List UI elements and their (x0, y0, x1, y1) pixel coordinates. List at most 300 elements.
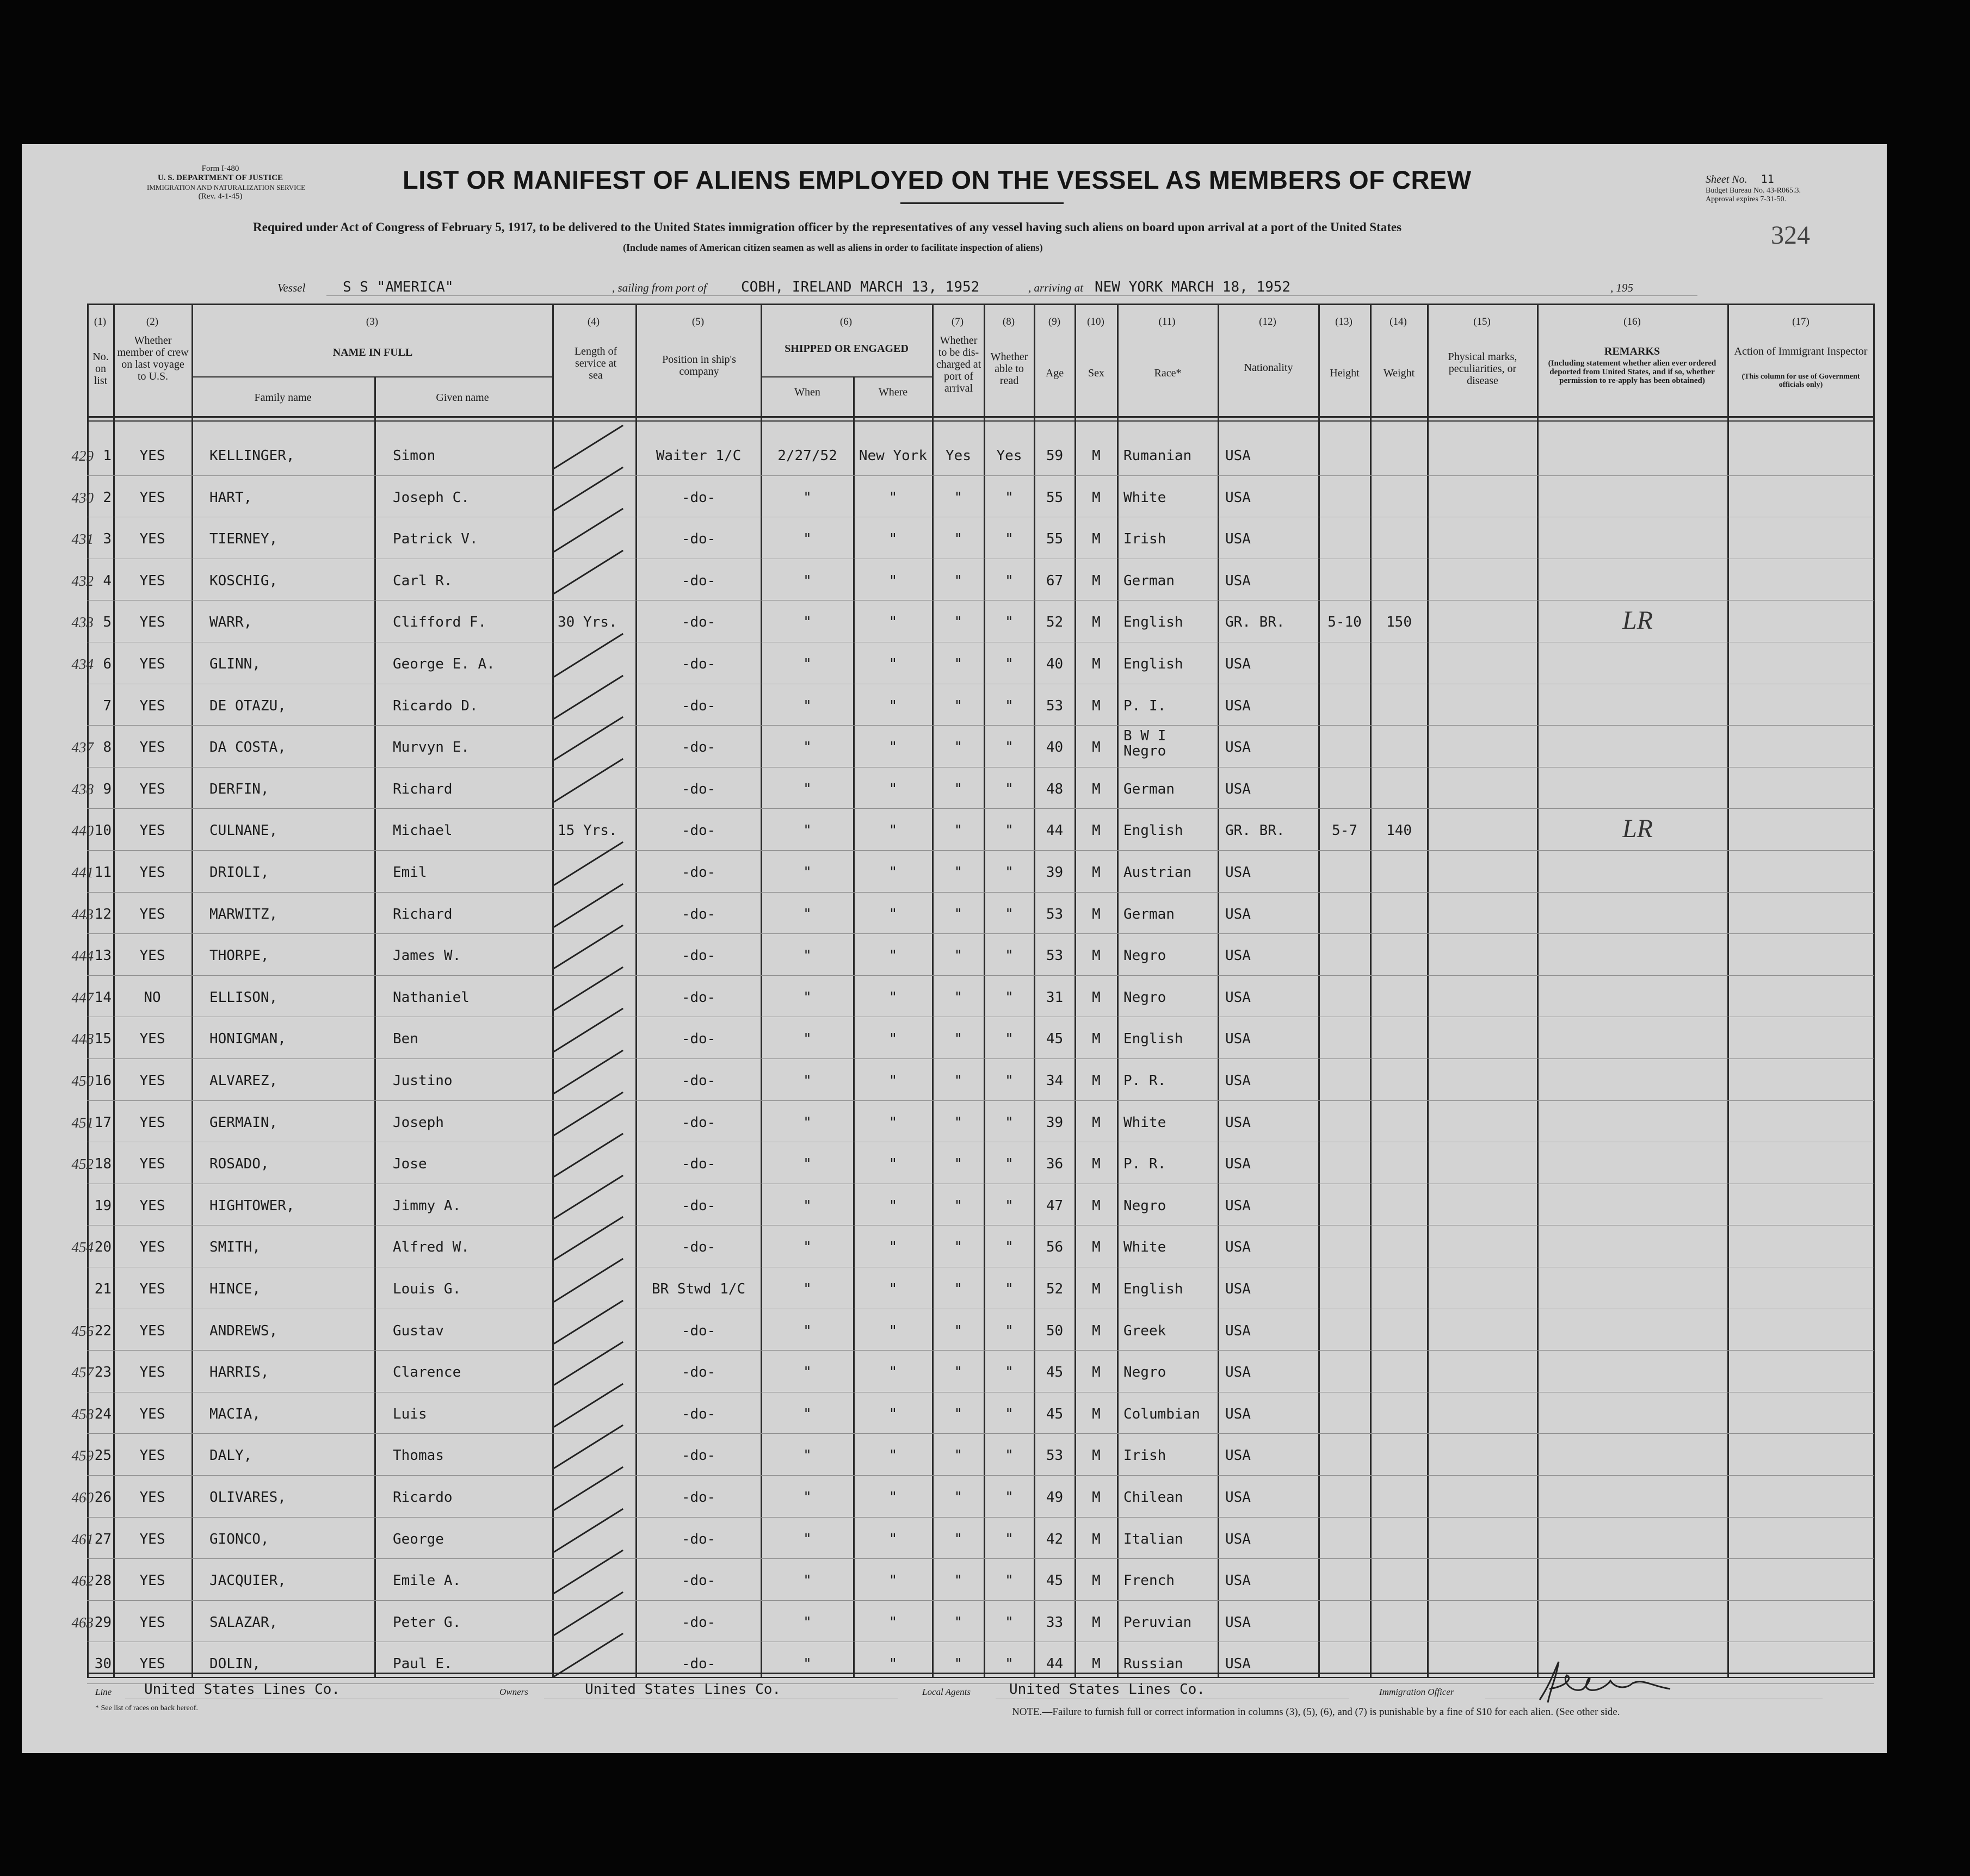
check-mark (553, 1258, 623, 1303)
header-given-name: Given name (436, 392, 489, 404)
crew-last-voyage: YES (139, 1447, 165, 1464)
shipped-when: " (803, 864, 812, 881)
family-name: ELLISON, (209, 989, 278, 1006)
to-be-discharged: " (954, 531, 963, 548)
header-name-in-full: NAME IN FULL (332, 346, 413, 358)
length-of-service: 30 Yrs. (558, 614, 617, 631)
given-name: Joseph C. (393, 489, 470, 506)
title-underline (900, 202, 1064, 204)
crew-last-voyage: YES (139, 739, 165, 756)
nationality: GR. BR. (1225, 614, 1285, 631)
row-number: 30 (94, 1656, 112, 1673)
ship-position: -do- (681, 1489, 716, 1506)
row-rule (87, 1600, 1874, 1601)
budget-bureau: Budget Bureau No. 43-R065.3. (1706, 187, 1801, 195)
col-num-1: (1) (94, 316, 107, 327)
crew-ref-number: 434 (71, 656, 94, 672)
given-name: Joseph (393, 1114, 444, 1131)
row-number: 27 (94, 1531, 112, 1547)
nationality: USA (1225, 1531, 1251, 1547)
check-mark (553, 1383, 623, 1428)
shipped-where: " (888, 656, 898, 672)
given-name: Gustav (393, 1322, 444, 1339)
crew-last-voyage: YES (139, 1364, 165, 1381)
given-name: Justino (393, 1073, 453, 1089)
to-be-discharged: " (954, 1239, 963, 1256)
shipped-when: " (803, 739, 812, 756)
race: White (1123, 1114, 1166, 1131)
able-to-read: " (1005, 1531, 1014, 1547)
vessel-name: S S "AMERICA" (343, 279, 454, 295)
able-to-read: " (1005, 489, 1014, 506)
crew-last-voyage: YES (139, 1406, 165, 1422)
to-be-discharged: " (954, 1447, 963, 1464)
service-name: IMMIGRATION AND NATURALIZATION SERVICE (147, 183, 306, 191)
race: Italian (1123, 1531, 1183, 1547)
ship-position: -do- (681, 822, 716, 839)
family-name: TIERNEY, (209, 531, 278, 548)
shipped-where: " (888, 697, 898, 714)
race: English (1123, 822, 1183, 839)
agents-label: Local Agents (922, 1687, 971, 1697)
family-name: KELLINGER, (209, 448, 295, 464)
race: Irish (1123, 1447, 1166, 1464)
age: 53 (1046, 906, 1064, 922)
able-to-read: " (1005, 1447, 1014, 1464)
ship-position: -do- (681, 1614, 716, 1631)
family-name: JACQUIER, (209, 1572, 286, 1589)
arriving-port: NEW YORK MARCH 18, 1952 (1095, 279, 1291, 295)
crew-ref-number: 443 (71, 906, 94, 922)
check-mark (553, 967, 623, 1011)
able-to-read: " (1005, 989, 1014, 1006)
shipped-when: " (803, 489, 812, 506)
header-able-to-read: Whether able to read (990, 351, 1028, 387)
family-name: ANDREWS, (209, 1322, 278, 1339)
col-num-12: (12) (1259, 316, 1276, 327)
manifest-sheet (22, 144, 1887, 1753)
ship-position: -do- (681, 614, 716, 631)
nationality: USA (1225, 1281, 1251, 1297)
check-mark (553, 1425, 623, 1469)
race: Negro (1123, 948, 1166, 964)
race: White (1123, 1239, 1166, 1256)
sex: M (1092, 1447, 1101, 1464)
family-name: GIONCO, (209, 1531, 269, 1547)
header-shipped-engaged: SHIPPED OR ENGAGED (785, 343, 909, 355)
race: Russian (1123, 1656, 1183, 1673)
age: 34 (1046, 1073, 1064, 1089)
sex: M (1092, 1239, 1101, 1256)
crew-last-voyage: YES (139, 781, 165, 797)
form-title: LIST OR MANIFEST OF ALIENS EMPLOYED ON THE VESSEL AS MEMBERS OF CREW (403, 165, 1472, 194)
able-to-read: " (1005, 1656, 1014, 1673)
to-be-discharged: " (954, 614, 963, 631)
nationality: USA (1225, 1656, 1251, 1673)
officer-signature (1534, 1656, 1676, 1705)
shipped-when: " (803, 1281, 812, 1297)
to-be-discharged: " (954, 1656, 963, 1673)
crew-ref-number: 448 (71, 1031, 94, 1048)
able-to-read: " (1005, 906, 1014, 922)
to-be-discharged: " (954, 1322, 963, 1339)
shipped-when: " (803, 1364, 812, 1381)
given-name: Clifford F. (393, 614, 487, 631)
header-length-service: Length of service at sea (574, 345, 617, 381)
race: Chilean (1123, 1489, 1183, 1506)
row-number: 5 (103, 614, 112, 631)
sex: M (1092, 1031, 1101, 1048)
sex: M (1092, 1489, 1101, 1506)
crew-last-voyage: YES (139, 697, 165, 714)
age: 53 (1046, 1447, 1064, 1464)
shipped-when: " (803, 531, 812, 548)
ship-position: -do- (681, 697, 716, 714)
to-be-discharged: " (954, 1572, 963, 1589)
check-mark (553, 1216, 623, 1261)
shipped-where: " (888, 531, 898, 548)
family-name: THORPE, (209, 948, 269, 964)
given-name: Louis G. (393, 1281, 461, 1297)
family-name: SMITH, (209, 1239, 261, 1256)
shipped-when: " (803, 906, 812, 922)
to-be-discharged: " (954, 1156, 963, 1173)
nationality: USA (1225, 1156, 1251, 1173)
row-number: 3 (103, 531, 112, 548)
shipped-where: " (888, 572, 898, 589)
family-name: HART, (209, 489, 252, 506)
given-name: Alfred W. (393, 1239, 470, 1256)
age: 67 (1046, 572, 1064, 589)
header-position: Position in ship's company (662, 354, 736, 377)
family-name: DALY, (209, 1447, 252, 1464)
check-mark (553, 1466, 623, 1511)
family-name: KOSCHIG, (209, 572, 278, 589)
crew-last-voyage: YES (139, 1197, 165, 1214)
family-name: OLIVARES, (209, 1489, 286, 1506)
age: 47 (1046, 1197, 1064, 1214)
shipped-when: " (803, 948, 812, 964)
row-rule (87, 1517, 1874, 1518)
check-mark (553, 1050, 623, 1094)
race: P. I. (1123, 697, 1166, 714)
header-bottom-rule (87, 416, 1874, 418)
able-to-read: " (1005, 948, 1014, 964)
nationality: USA (1225, 656, 1251, 672)
row-number: 28 (94, 1572, 112, 1589)
ship-position: -do- (681, 1572, 716, 1589)
header-no-on-list: No. on list (92, 351, 109, 387)
col-num-13: (13) (1335, 316, 1353, 327)
shipped-where: " (888, 489, 898, 506)
crew-last-voyage: YES (139, 864, 165, 881)
sex: M (1092, 1572, 1101, 1589)
sailing-port: COBH, IRELAND MARCH 13, 1952 (741, 279, 980, 295)
check-mark (553, 633, 623, 678)
check-mark (553, 1508, 623, 1552)
owners-label: Owners (499, 1687, 528, 1697)
row-rule (87, 1350, 1874, 1351)
crew-last-voyage: YES (139, 531, 165, 548)
ship-position: -do- (681, 1364, 716, 1381)
sheet-number: 11 (1761, 172, 1774, 185)
able-to-read: " (1005, 1614, 1014, 1631)
given-name: Clarence (393, 1364, 461, 1381)
ship-position: -do- (681, 1156, 716, 1173)
row-number: 14 (94, 989, 112, 1006)
sex: M (1092, 1406, 1101, 1422)
shipped-when: " (803, 614, 812, 631)
header-physical-marks: Physical marks, peculiarities, or disease (1448, 351, 1517, 387)
sex: M (1092, 781, 1101, 797)
able-to-read: " (1005, 1489, 1014, 1506)
able-to-read: " (1005, 822, 1014, 839)
header-when: When (794, 386, 820, 398)
ship-position: -do- (681, 1322, 716, 1339)
given-name: Emile A. (393, 1572, 461, 1589)
shipped-where: " (888, 1156, 898, 1173)
crew-last-voyage: YES (139, 1156, 165, 1173)
sex: M (1092, 1322, 1101, 1339)
check-mark (553, 841, 623, 886)
sex: M (1092, 1114, 1101, 1131)
age: 39 (1046, 1114, 1064, 1131)
race: English (1123, 614, 1183, 631)
nationality: USA (1225, 1614, 1251, 1631)
nationality: USA (1225, 1447, 1251, 1464)
age: 48 (1046, 781, 1064, 797)
row-number: 22 (94, 1322, 112, 1339)
row-rule (87, 1100, 1874, 1101)
sex: M (1092, 822, 1101, 839)
race: Irish (1123, 531, 1166, 548)
age: 40 (1046, 656, 1064, 672)
crew-last-voyage: YES (139, 906, 165, 922)
nationality: USA (1225, 531, 1251, 548)
given-name: George E. A. (393, 656, 495, 672)
shipped-when: " (803, 989, 812, 1006)
to-be-discharged: " (954, 1531, 963, 1547)
row-number: 26 (94, 1489, 112, 1506)
table-top-rule (87, 304, 1874, 305)
age: 56 (1046, 1239, 1064, 1256)
to-be-discharged: " (954, 1197, 963, 1214)
shipped-when: " (803, 1239, 812, 1256)
crew-last-voyage: YES (139, 1614, 165, 1631)
to-be-discharged: " (954, 572, 963, 589)
able-to-read: " (1005, 1406, 1014, 1422)
row-rule (87, 1058, 1874, 1059)
crew-last-voyage: YES (139, 948, 165, 964)
age: 44 (1046, 1656, 1064, 1673)
shipped-where: " (888, 1572, 898, 1589)
row-number: 1 (103, 448, 112, 464)
ship-position: -do- (681, 989, 716, 1006)
family-name: DERFIN, (209, 781, 269, 797)
row-number: 13 (94, 948, 112, 964)
to-be-discharged: " (954, 781, 963, 797)
shipped-where: " (888, 1656, 898, 1673)
shipped-when: " (803, 1489, 812, 1506)
given-name: Luis (393, 1406, 427, 1422)
family-name: HONIGMAN, (209, 1031, 286, 1048)
row-rule (87, 808, 1874, 809)
check-mark (553, 716, 623, 761)
race: English (1123, 1281, 1183, 1297)
family-name: HARRIS, (209, 1364, 269, 1381)
row-number: 19 (94, 1197, 112, 1214)
sex: M (1092, 489, 1101, 506)
to-be-discharged: " (954, 1489, 963, 1506)
able-to-read: " (1005, 656, 1014, 672)
to-be-discharged: " (954, 1406, 963, 1422)
row-rule (87, 1433, 1874, 1434)
shipped-where: " (888, 1447, 898, 1464)
check-mark (553, 1175, 623, 1219)
col-num-8: (8) (1002, 316, 1015, 327)
crew-last-voyage: YES (139, 1531, 165, 1547)
check-mark (553, 1008, 623, 1052)
sex: M (1092, 739, 1101, 756)
header-where: Where (878, 386, 908, 398)
sex: M (1092, 1656, 1101, 1673)
sex: M (1092, 1364, 1101, 1381)
able-to-read: " (1005, 1031, 1014, 1048)
header-sex: Sex (1088, 367, 1104, 379)
row-number: 7 (103, 697, 112, 714)
nationality: USA (1225, 1489, 1251, 1506)
row-number: 11 (94, 864, 112, 881)
able-to-read: " (1005, 1197, 1014, 1214)
ship-position: -do- (681, 864, 716, 881)
sex: M (1092, 1281, 1101, 1297)
nationality: USA (1225, 948, 1251, 964)
age: 45 (1046, 1406, 1064, 1422)
stamped-number: 324 (1771, 221, 1810, 250)
header-nationality: Nationality (1244, 362, 1293, 374)
row-number: 6 (103, 656, 112, 672)
race: White (1123, 489, 1166, 506)
shipped-where: " (888, 1239, 898, 1256)
sex: M (1092, 448, 1101, 464)
check-mark (553, 883, 623, 927)
row-number: 25 (94, 1447, 112, 1464)
row-number: 10 (94, 822, 112, 839)
ship-position: -do- (681, 531, 716, 548)
check-mark (553, 1341, 623, 1386)
crew-ref-number: 454 (71, 1239, 94, 1256)
able-to-read: " (1005, 1322, 1014, 1339)
ship-position: -do- (681, 948, 716, 964)
family-name: DOLIN, (209, 1656, 261, 1673)
shipped-where: " (888, 1364, 898, 1381)
ship-position: -do- (681, 489, 716, 506)
shipped-where: " (888, 1073, 898, 1089)
age: 33 (1046, 1614, 1064, 1631)
row-number: 17 (94, 1114, 112, 1131)
crew-last-voyage: NO (144, 989, 161, 1006)
nationality: USA (1225, 1031, 1251, 1048)
race: German (1123, 906, 1175, 922)
header-height: Height (1330, 367, 1360, 379)
ship-position: Waiter 1/C (656, 448, 742, 464)
family-name: GERMAIN, (209, 1114, 278, 1131)
nationality: USA (1225, 448, 1251, 464)
race: Negro (1123, 1197, 1166, 1214)
age: 55 (1046, 531, 1064, 548)
crew-ref-number: 457 (71, 1364, 94, 1381)
given-name: Peter G. (393, 1614, 461, 1631)
shipped-where: " (888, 614, 898, 631)
check-mark (553, 925, 623, 969)
races-note: * See list of races on back hereof. (95, 1704, 198, 1712)
able-to-read: " (1005, 697, 1014, 714)
race: French (1123, 1572, 1175, 1589)
col-num-10: (10) (1087, 316, 1104, 327)
ship-position: -do- (681, 1531, 716, 1547)
given-name: Ricardo D. (393, 697, 478, 714)
to-be-discharged: " (954, 1031, 963, 1048)
col-num-2: (2) (146, 316, 159, 327)
shipped-when: " (803, 1322, 812, 1339)
race: Peruvian (1123, 1614, 1192, 1631)
given-name: Murvyn E. (393, 739, 470, 756)
ship-position: -do- (681, 1031, 716, 1048)
ship-position: -do- (681, 1447, 716, 1464)
family-name: DRIOLI, (209, 864, 269, 881)
ship-position: -do- (681, 1239, 716, 1256)
weight: 150 (1386, 614, 1412, 631)
able-to-read: " (1005, 572, 1014, 589)
nationality: USA (1225, 1114, 1251, 1131)
revision: (Rev. 4-1-45) (198, 192, 243, 201)
col-num-7: (7) (951, 316, 964, 327)
shipped-when: " (803, 1447, 812, 1464)
header-discharged: Whether to be dis-charged at port of arrival (936, 335, 981, 394)
sex: M (1092, 948, 1101, 964)
check-mark (553, 550, 623, 595)
row-number: 24 (94, 1406, 112, 1422)
race: English (1123, 656, 1183, 672)
family-name: MACIA, (209, 1406, 261, 1422)
nationality: USA (1225, 739, 1251, 756)
age: 36 (1046, 1156, 1064, 1173)
crew-ref-number: 450 (71, 1073, 94, 1089)
crew-ref-number: 458 (71, 1406, 94, 1422)
family-name: DE OTAZU, (209, 697, 286, 714)
owners-value: United States Lines Co. (585, 1681, 781, 1698)
crew-ref-number: 447 (71, 989, 94, 1006)
crew-last-voyage: YES (139, 656, 165, 672)
col-num-16: (16) (1623, 316, 1641, 327)
crew-last-voyage: YES (139, 1073, 165, 1089)
crew-ref-number: 429 (71, 448, 94, 464)
crew-last-voyage: YES (139, 1572, 165, 1589)
nationality: USA (1225, 572, 1251, 589)
col-num-5: (5) (691, 316, 705, 327)
length-of-service: 15 Yrs. (558, 822, 617, 839)
crew-last-voyage: YES (139, 1489, 165, 1506)
race: German (1123, 781, 1175, 797)
shipped-where: " (888, 989, 898, 1006)
nationality: USA (1225, 1406, 1251, 1422)
officer-label: Immigration Officer (1379, 1687, 1454, 1697)
col-num-3: (3) (366, 316, 379, 327)
check-mark (553, 674, 623, 719)
able-to-read: " (1005, 1156, 1014, 1173)
year-suffix: , 195 (1610, 281, 1633, 294)
crew-ref-number: 432 (71, 572, 94, 589)
